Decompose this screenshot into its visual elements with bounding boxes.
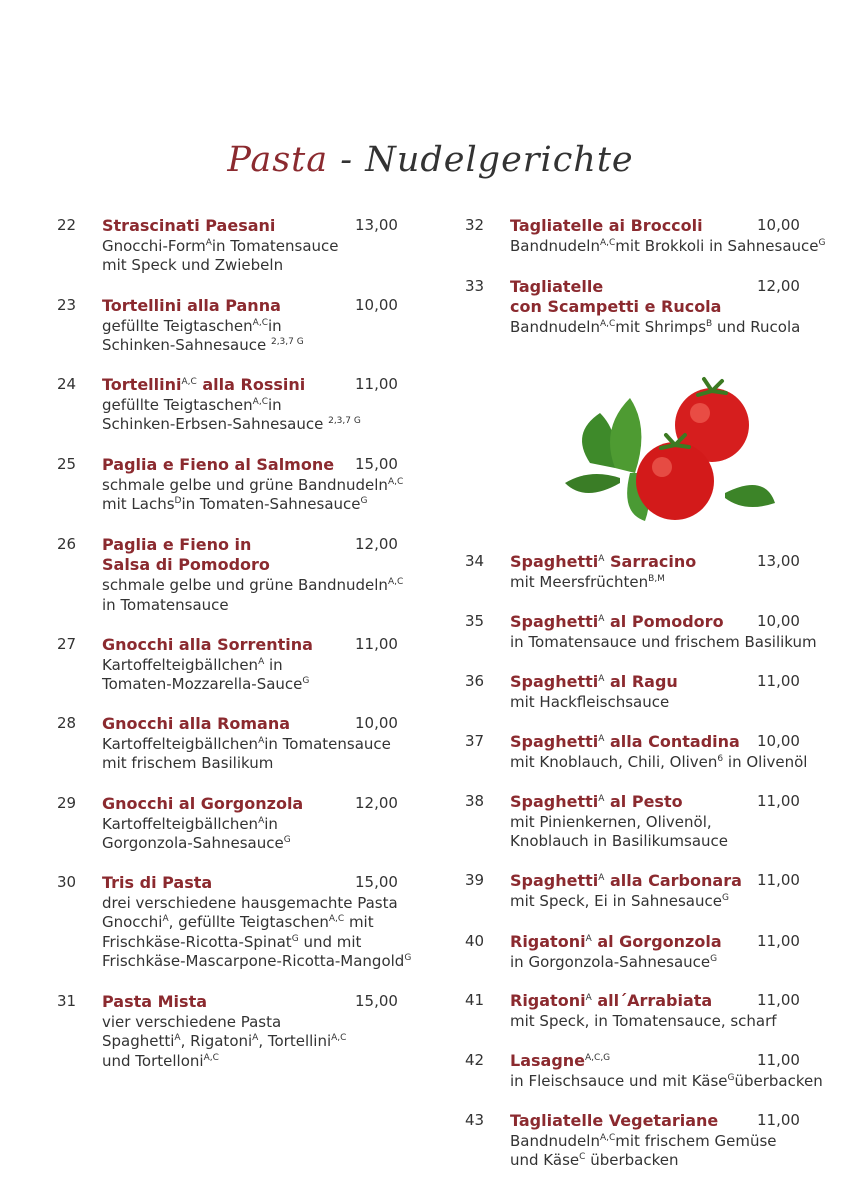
item-number: 24 [57, 375, 77, 393]
allergen-code: A [598, 873, 605, 883]
allergen-code: G [404, 953, 412, 963]
item-price: 13,00 [757, 552, 800, 570]
item-name [510, 1051, 610, 1071]
desc-line: gefüllte Teigtaschen$^{A,C}$in [102, 395, 282, 414]
item-name-line: Spaghetti$^A$ alla Carbonara [510, 871, 742, 890]
item-name-line: con Scampetti e Rucola [510, 296, 722, 316]
desc-line: Bandnudeln$^{A,C}$mit frischem Gemüse [510, 1131, 777, 1150]
item-name [510, 277, 721, 316]
desc-line: Gnocchi$^A$, gefüllte Teigtaschen$^{A,C}$ mit [102, 913, 374, 931]
desc-line: Knoblauch in Basilikumsauce [510, 832, 729, 850]
item-description [510, 237, 826, 257]
item-number: 25 [57, 455, 77, 473]
item-number: 40 [465, 932, 485, 950]
item-number: 42 [465, 1051, 485, 1069]
title-pasta: Pasta [227, 140, 329, 180]
item-name-line: Spaghetti$^A$ Sarracino [510, 552, 697, 571]
item-number: 33 [465, 277, 485, 295]
item-description [510, 753, 807, 773]
allergen-code: C [579, 1152, 586, 1162]
desc-line: und Tortelloni$^{A,C}$ [102, 1051, 219, 1070]
item-price: 10,00 [757, 612, 800, 630]
allergen-code: A,C [203, 1052, 219, 1063]
item-name [102, 794, 303, 814]
desc-line: mit Meersfrüchten$^{B,M}$ [510, 572, 665, 591]
item-name-line: Pasta Mista [102, 992, 208, 1011]
item-price: 11,00 [757, 672, 800, 690]
allergen-code: 2,3,7 G [270, 337, 304, 347]
item-description [102, 237, 339, 276]
item-price: 11,00 [757, 932, 800, 950]
item-number: 22 [57, 216, 77, 234]
title-nudelgerichte: Nudelgerichte [365, 140, 634, 180]
allergen-code: G [283, 835, 291, 845]
item-price: 11,00 [757, 792, 800, 810]
allergen-code: 6 [717, 753, 724, 764]
desc-line: mit Speck, Ei in Sahnesauce$^G$ [510, 891, 729, 910]
item-name [102, 216, 275, 236]
item-price: 12,00 [355, 535, 398, 553]
item-description [510, 1012, 777, 1032]
item-name-line: Tagliatelle ai Broccoli [510, 216, 703, 235]
tomato-basil-illustration [560, 373, 780, 523]
item-description [510, 693, 669, 713]
item-name-line: Spaghetti$^A$ al Pomodoro [510, 612, 724, 631]
allergen-code: A,C [599, 1132, 616, 1143]
desc-line: gefüllte Teigtaschen$^{A,C}$in [102, 316, 282, 335]
item-price: 12,00 [757, 277, 800, 295]
allergen-code: A [585, 993, 592, 1003]
item-name-line: Gnocchi alla Sorrentina [102, 635, 313, 654]
desc-line: mit Hackfleischsauce [510, 692, 670, 711]
item-number: 39 [465, 871, 485, 889]
item-name [510, 612, 724, 632]
item-name [102, 455, 334, 475]
item-number: 35 [465, 612, 485, 630]
desc-line: mit Speck und Zwiebeln [102, 256, 284, 274]
item-description [102, 396, 361, 435]
allergen-code: G [818, 237, 826, 248]
desc-line: Kartoffelteigbällchen$^A$in [102, 814, 278, 833]
item-number: 29 [57, 794, 77, 812]
allergen-code: A [598, 554, 605, 564]
item-name-line: Tris di Pasta [102, 873, 213, 892]
allergen-code: 2,3,7 G [328, 416, 361, 426]
item-name [510, 216, 703, 236]
item-number: 26 [57, 535, 77, 553]
item-name-line: Tortellini alla Panna [102, 296, 281, 315]
desc-line: mit frischem Basilikum [102, 754, 274, 772]
item-price: 15,00 [355, 873, 398, 891]
item-price: 10,00 [757, 216, 800, 234]
desc-line: in Gorgonzola-Sahnesauce$^G$ [510, 952, 718, 971]
item-number: 28 [57, 714, 77, 732]
allergen-code: A,C [328, 914, 345, 924]
item-name [510, 871, 742, 891]
allergen-code: A,C,G [585, 1053, 611, 1063]
item-price: 15,00 [355, 992, 398, 1010]
allergen-code: A [258, 815, 265, 826]
allergen-code: A [252, 1033, 259, 1043]
item-description [102, 656, 309, 695]
item-description [102, 576, 403, 615]
allergen-code: A,C [252, 396, 268, 407]
item-price: 11,00 [355, 635, 398, 653]
item-description [102, 317, 304, 356]
desc-line: mit Lachs$^D$in Tomaten-Sahnesauce$^G$ [102, 495, 368, 513]
allergen-code: A [174, 1033, 181, 1043]
item-name-line: Salsa di Pomodoro [102, 554, 270, 574]
desc-line: und Käse$^C$ überbacken [510, 1151, 679, 1169]
allergen-code: G [727, 1072, 735, 1083]
item-price: 11,00 [757, 991, 800, 1009]
desc-line: Tomaten-Mozzarella-Sauce$^G$ [102, 675, 310, 693]
item-price: 11,00 [355, 375, 398, 393]
item-number: 37 [465, 732, 485, 750]
desc-line: Kartoffelteigbällchen$^A$in Tomatensauce [102, 734, 391, 753]
desc-line: Gorgonzola-Sahnesauce$^G$ [102, 834, 291, 852]
item-name-line: Rigatoni$^A$ al Gorgonzola [510, 932, 722, 951]
desc-line: Schinken-Erbsen-Sahnesauce $^{2,3,7 G}$ [102, 415, 361, 433]
item-description [102, 476, 403, 515]
allergen-code: A [598, 614, 605, 624]
desc-line: Kartoffelteigbällchen$^A$ in [102, 655, 283, 674]
title-separator: - [328, 140, 366, 180]
desc-line: mit Speck, in Tomatensauce, scharf [510, 1011, 777, 1030]
desc-line: vier verschiedene Pasta [102, 1012, 282, 1031]
item-number: 30 [57, 873, 77, 891]
item-name [510, 1111, 718, 1131]
item-name-line: Paglia e Fieno in [102, 535, 252, 554]
item-description [510, 573, 665, 593]
item-price: 10,00 [355, 714, 398, 732]
desc-line: Schinken-Sahnesauce $^{2,3,7 G}$ [102, 336, 304, 354]
item-price: 13,00 [355, 216, 398, 234]
allergen-code: G [360, 496, 368, 506]
desc-line: in Tomatensauce [102, 595, 229, 614]
item-price: 11,00 [757, 1111, 800, 1129]
item-number: 36 [465, 672, 485, 690]
item-name-line: Spaghetti$^A$ al Ragu [510, 672, 678, 691]
item-number: 43 [465, 1111, 485, 1129]
item-description [102, 815, 291, 854]
item-description [510, 813, 728, 852]
allergen-code: B,M [648, 573, 665, 584]
item-name-line: Gnocchi al Gorgonzola [102, 794, 304, 813]
item-price: 10,00 [757, 732, 800, 750]
item-price: 15,00 [355, 455, 398, 473]
allergen-code: A [205, 237, 212, 248]
allergen-code: A [598, 794, 605, 804]
item-name [102, 375, 305, 395]
allergen-code: A,C [387, 577, 404, 587]
desc-line: Gnocchi-Form$^A$in Tomatensauce [102, 236, 339, 255]
item-name [102, 873, 212, 893]
item-name-line: Strascinati Paesani [102, 216, 276, 235]
allergen-code: A,C [387, 476, 404, 487]
item-name-line: Spaghetti$^A$ alla Contadina [510, 732, 740, 751]
item-number: 38 [465, 792, 485, 810]
desc-line: schmale gelbe und grüne Bandnudeln$^{A,C}$ [102, 576, 404, 594]
item-name [102, 992, 207, 1012]
item-description [510, 318, 800, 338]
allergen-code: A [598, 734, 605, 744]
item-name [102, 714, 290, 734]
item-name [102, 635, 313, 655]
allergen-code: A [585, 934, 592, 944]
item-name-line: Tagliatelle Vegetariane [510, 1111, 719, 1130]
allergen-code: G [302, 676, 310, 686]
desc-line: mit Knoblauch, Chili, Oliven$^6$ in Olivenöl [510, 752, 808, 771]
item-description [510, 953, 717, 973]
item-number: 32 [465, 216, 485, 234]
desc-line: in Tomatensauce und frischem Basilikum [510, 632, 817, 651]
item-name-line: Spaghetti$^A$ al Pesto [510, 792, 683, 811]
desc-line: Frischkäse-Mascarpone-Ricotta-Mangold$^G$ [102, 952, 412, 970]
item-name [510, 552, 696, 572]
allergen-code: A [258, 735, 265, 746]
item-number: 41 [465, 991, 485, 1009]
allergen-code: G [291, 933, 299, 944]
item-description [102, 735, 391, 774]
item-name [102, 535, 270, 574]
item-name [510, 932, 722, 952]
item-name-line: Tagliatelle [510, 277, 604, 296]
allergen-code: A [258, 656, 265, 667]
desc-line: drei verschiedene hausgemachte Pasta [102, 893, 398, 912]
item-name-line: Paglia e Fieno al Salmone [102, 455, 335, 474]
item-name [510, 991, 712, 1011]
allergen-code: A [162, 914, 169, 924]
item-description [510, 892, 729, 912]
item-number: 27 [57, 635, 77, 653]
desc-line: Frischkäse-Ricotta-Spinat$^G$ und mit [102, 932, 362, 951]
desc-line: Spaghetti$^A$, Rigatoni$^A$, Tortellini$^{A,C}$ [102, 1032, 347, 1050]
allergen-code: A,C [331, 1033, 347, 1043]
page-title [0, 140, 861, 180]
item-price: 10,00 [355, 296, 398, 314]
allergen-code: A,C [252, 317, 268, 328]
item-price: 11,00 [757, 871, 800, 889]
item-name-line: Tortellini$^{A,C}$ alla Rossini [102, 375, 306, 394]
item-description [102, 894, 411, 972]
desc-line: Bandnudeln$^{A,C}$mit Brokkoli in Sahnesauce$^G$ [510, 236, 826, 255]
item-number: 23 [57, 296, 77, 314]
allergen-code: A [598, 674, 605, 684]
item-description [510, 1132, 777, 1171]
item-name [510, 672, 678, 692]
item-description [102, 1013, 346, 1072]
allergen-code: B [706, 319, 713, 329]
allergen-code: A,C [181, 377, 197, 387]
allergen-code: A,C [599, 319, 616, 329]
item-price: 11,00 [757, 1051, 800, 1069]
item-price: 12,00 [355, 794, 398, 812]
item-number: 34 [465, 552, 485, 570]
desc-line: schmale gelbe und grüne Bandnudeln$^{A,C}$ [102, 475, 404, 494]
item-name-line: Lasagne$^{A,C,G}$ [510, 1051, 611, 1070]
allergen-code: G [710, 953, 718, 964]
item-description [510, 1072, 823, 1092]
item-name-line: Gnocchi alla Romana [102, 714, 291, 733]
item-description [510, 633, 817, 653]
desc-line: mit Pinienkernen, Olivenöl, [510, 812, 712, 831]
item-name [102, 296, 281, 316]
desc-line: in Fleischsauce und mit Käse$^G$überbacken [510, 1071, 823, 1090]
allergen-code: A,C [599, 237, 616, 248]
desc-line: Bandnudeln$^{A,C}$mit Shrimps$^B$ und Rucola [510, 318, 801, 336]
item-name [510, 792, 683, 812]
item-name [510, 732, 740, 752]
allergen-code: G [721, 892, 729, 903]
item-name-line: Rigatoni$^A$ all´Arrabiata [510, 991, 713, 1010]
allergen-code: D [174, 496, 182, 506]
item-number: 31 [57, 992, 77, 1010]
